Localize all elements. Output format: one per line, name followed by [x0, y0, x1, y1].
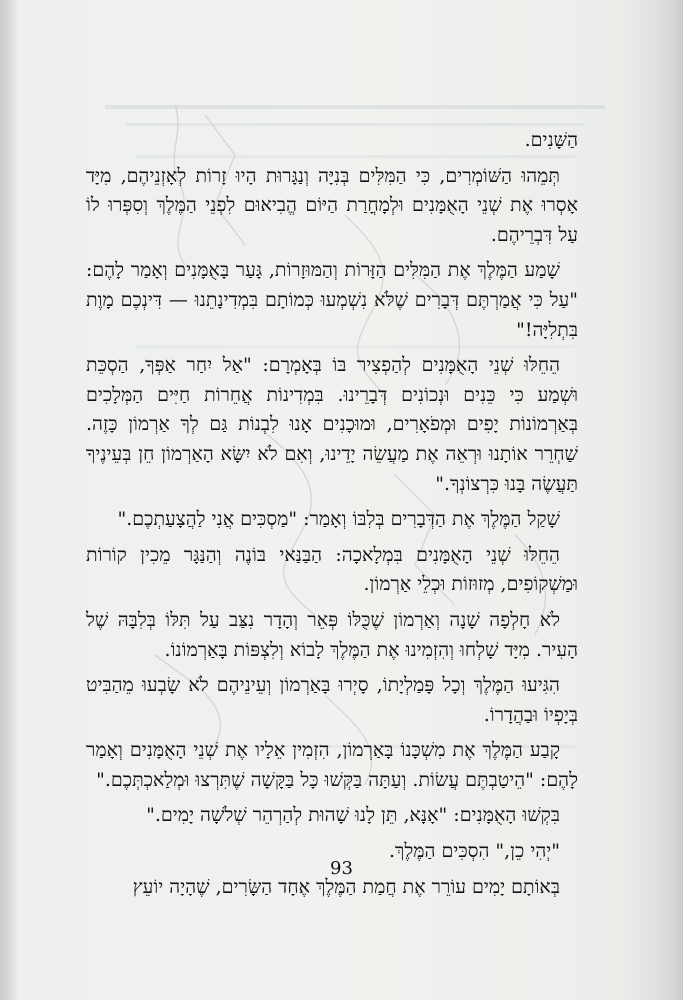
- paragraph-6: הֵחֵלּוּ שְׁנֵי הָאֻמָּנִים בִּמְלָאכָה: הַבַּנַּאי בּוֹנֶה וְהַנַּגָּר מֵכִין קוֹרוֹת וּמַשְׁקוֹפִים, מְזוּזוֹת וּכְלֵי אַרְמוֹן.: [86, 543, 578, 596]
- paragraph-3: שָׁמַע הַמֶּלֶךְ אֶת הַמִּלִּים הַזָּרוֹת וְהַמּוּזָרוֹת, גָּעַר בָּאֻמָּנִים וְאָמַר לָהֶם: "עַל כִּי אֲמַרְתֶּם דְּבָרִים שֶׁלֹּא נִשְׁמְעוּ כְּמוֹתָם בִּמְדִינָתֵנוּ — דִּינְכֶם מָוֶת בִּתְלִיָּה!": [86, 259, 578, 341]
- hebrew-story-text: [86, 126, 578, 908]
- paragraph-12: בְּאוֹתָם יָמִים עוֹרֵר אֶת חֲמַת הַמֶּלֶךְ אֶחָד הַשָּׂרִים, שֶׁהָיָה יוֹעֵץ: [132, 875, 560, 898]
- paragraph-8: הִגִּיעוּ הַמֶּלֶךְ וְכָל פָּמַלְיָתוֹ, סָיְרוּ בָּאַרְמוֹן וְעֵינֵיהֶם לֹא שָׂבְעוּ מֵהַבִּיט בְּיָפְיוֹ וּבַהֲדָרוֹ.: [86, 674, 578, 726]
- paragraph-10: בִּקְשׁוּ הָאֻמָּנִים: "אָנָּא, תֵּן לָנוּ שָׁהוּת לְהַרְהֵר שְׁלֹשָׁה יָמִים.": [146, 804, 560, 827]
- paragraph-4: הֵחֵלּוּ שְׁנֵי הָאֻמָּנִים לְהַפְצִיר בּוֹ בְּאָמְרָם: "אַל יִחַר אַפְּךָ, הַסְכֵּת וּשְׁמַע כִּי כֵּנִים וּנְכוֹנִים דְּבָרֵינוּ. בִּמְדִינוֹת אֲחֵרוֹת חַיִּים הַמְּלָכִים בְּאַרְמוֹנוֹת יָפִים וּמְפֹאָרִים, וּמוּכָנִים אָנוּ לִבְנוֹת גַּם לְךָ אַרְמוֹן כָּזֶה. שַׁחְרֵר אוֹתָנוּ וּרְאֵה אֶת מַעֲשֵׂה יָדֵינוּ, וְאִם לֹא יִשָּׂא הָאַרְמוֹן חֵן בְּעֵינֶיךָ תַּעֲשֶׂה בָּנוּ כִּרְצוֹנְךָ.": [86, 354, 578, 495]
- paragraph-9: קָבַע הַמֶּלֶךְ אֶת מִשְׁכָּנוֹ בָּאַרְמוֹן, הִזְמִין אֵלָיו אֶת שְׁנֵי הָאֻמָּנִים וְאָמַר לָהֶם: "הֵיטַבְתֶּם עֲשׂוֹת. וְעַתָּה בַּקְּשׁוּ כָּל בַּקָּשָׁה שֶׁתִּרְצוּ וּמְלַאכְתְּכֶם.": [86, 739, 578, 791]
- paragraph-5: שָׁקַל הַמֶּלֶךְ אֶת הַדְּבָרִים בְּלִבּוֹ וְאָמַר: "מַסְכִּים אֲנִי לַהֲצָעַתְכֶם.": [117, 508, 560, 531]
- paragraph-11: "יְהִי כֵן," הִסְכִּים הַמֶּלֶךְ.: [389, 840, 560, 863]
- paragraph-2: תְּמֵהוּ הַשּׁוֹמְרִים, כִּי הַמִּלִּים בְּנִיָּה וְנַגָּרוּת הָיוּ זָרוֹת לְאָזְנֵיהֶם, מִיָּד אָסְרוּ אֶת שְׁנֵי הָאֻמָּנִים וּלְמָחֳרַת הַיּוֹם הֱבִיאוּם לִפְנֵי הַמֶּלֶךְ וְסִפְּרוּ לוֹ עַל דִּבְרֵיהֶם.: [86, 164, 578, 246]
- page-spine-shadow: [0, 0, 18, 1000]
- paragraph-1: הַשָּׁנִים.: [524, 129, 578, 151]
- page-edge-shadow: [655, 0, 683, 1000]
- paragraph-7: לֹא חָלְפָה שָׁנָה וְאַרְמוֹן שֶׁכֻּלּוֹ פְּאֵר וְהָדָר נִצַּב עַל תִּלּוֹ בְּלִבָּהּ שֶׁל הָעִיר. מִיָּד שָׁלְחוּ וְהִזְמִינוּ אֶת הַמֶּלֶךְ לָבוֹא וְלִצְפּוֹת בָּאַרְמוֹנוֹ.: [86, 608, 578, 661]
- page-number: 93: [330, 858, 353, 879]
